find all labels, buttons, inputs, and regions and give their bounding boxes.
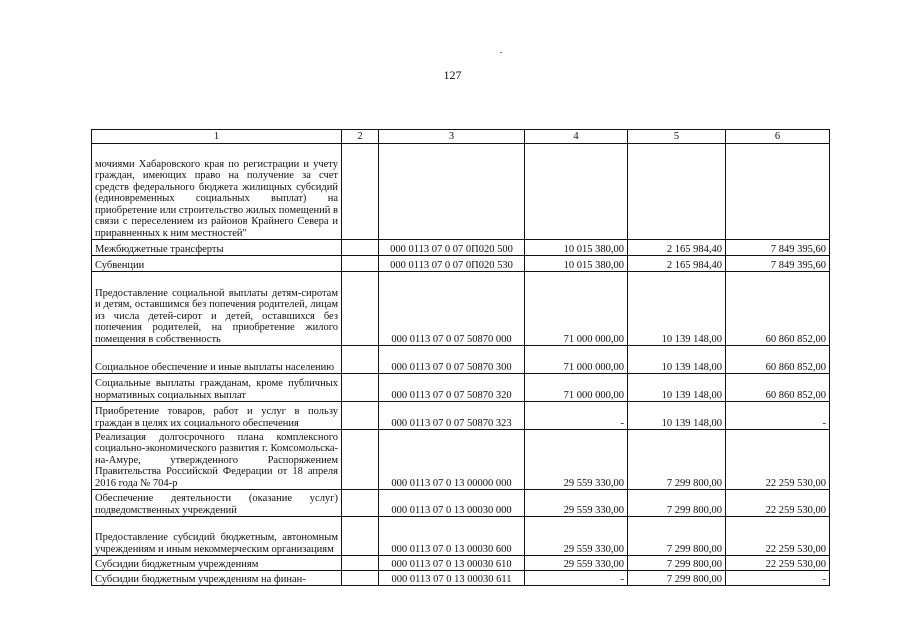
row-description: Реализация долгосрочного плана комплексного социально-экономического развития г. Комсомольска-на-Амуре, утвержденного Распоряжением Правительства Российской Федерации от 18 апреля 2016 года № 704-р <box>92 430 342 490</box>
row-description: Субвенции <box>92 256 342 272</box>
table-row <box>92 430 830 490</box>
row-code: 000 0113 07 0 07 0П020 500 <box>379 240 525 256</box>
row-remainder: 60 860 852,00 <box>726 346 830 374</box>
row-executed: 7 299 800,00 <box>628 517 726 556</box>
row-code: 000 0113 07 0 07 0П020 530 <box>379 256 525 272</box>
row-remainder: 7 849 395,60 <box>726 256 830 272</box>
row-col2 <box>342 402 379 430</box>
row-plan: 71 000 000,00 <box>525 346 628 374</box>
table-row <box>92 240 830 256</box>
row-description: Субсидии бюджетным учреждениям <box>92 556 342 571</box>
row-plan: 71 000 000,00 <box>525 374 628 402</box>
row-executed: 10 139 148,00 <box>628 346 726 374</box>
row-code: 000 0113 07 0 13 00030 000 <box>379 490 525 517</box>
row-remainder: 22 259 530,00 <box>726 430 830 490</box>
row-col2 <box>342 490 379 517</box>
row-col2 <box>342 430 379 490</box>
row-plan: 29 559 330,00 <box>525 490 628 517</box>
table-row <box>92 517 830 556</box>
table-row <box>92 144 830 240</box>
row-col2 <box>342 240 379 256</box>
scan-speck <box>500 52 502 53</box>
row-plan: 71 000 000,00 <box>525 272 628 346</box>
row-remainder <box>726 144 830 240</box>
table-row <box>92 490 830 517</box>
table-row <box>92 346 830 374</box>
row-col2 <box>342 556 379 571</box>
row-plan: 10 015 380,00 <box>525 240 628 256</box>
row-plan: 29 559 330,00 <box>525 556 628 571</box>
row-code: 000 0113 07 0 07 50870 323 <box>379 402 525 430</box>
row-code: 000 0113 07 0 07 50870 300 <box>379 346 525 374</box>
table-row <box>92 374 830 402</box>
header-col-3: 3 <box>379 130 525 144</box>
header-col-4: 4 <box>525 130 628 144</box>
header-col-5: 5 <box>628 130 726 144</box>
row-description: Предоставление социальной выплаты детям-сиротам и детям, оставшимся без попечения родителей, лицам из числа детей-сирот и детей, оставшихся без попечения родителей, на приобретение жилого помещения в собственность <box>92 272 342 346</box>
table-row <box>92 256 830 272</box>
table-row <box>92 402 830 430</box>
row-code: 000 0113 07 0 13 00000 000 <box>379 430 525 490</box>
row-code <box>379 144 525 240</box>
row-col2 <box>342 144 379 240</box>
row-remainder: - <box>726 402 830 430</box>
row-col2 <box>342 256 379 272</box>
row-plan <box>525 144 628 240</box>
row-code: 000 0113 07 0 13 00030 611 <box>379 571 525 586</box>
row-description: Социальное обеспечение и иные выплаты населению <box>92 346 342 374</box>
budget-table <box>91 129 830 586</box>
row-executed: 10 139 148,00 <box>628 402 726 430</box>
page-number: 127 <box>443 68 462 82</box>
row-plan: 10 015 380,00 <box>525 256 628 272</box>
table-row <box>92 272 830 346</box>
row-description: Предоставление субсидий бюджетным, автономным учреждениям и иным некоммерческим организациям <box>92 517 342 556</box>
row-code: 000 0113 07 0 13 00030 610 <box>379 556 525 571</box>
row-remainder: 60 860 852,00 <box>726 374 830 402</box>
row-col2 <box>342 374 379 402</box>
row-col2 <box>342 571 379 586</box>
row-executed: 7 299 800,00 <box>628 490 726 517</box>
row-remainder: 22 259 530,00 <box>726 490 830 517</box>
row-description: Обеспечение деятельности (оказание услуг) подведомственных учреждений <box>92 490 342 517</box>
row-executed: 2 165 984,40 <box>628 256 726 272</box>
header-col-6: 6 <box>726 130 830 144</box>
row-code: 000 0113 07 0 07 50870 320 <box>379 374 525 402</box>
row-remainder: 22 259 530,00 <box>726 517 830 556</box>
row-col2 <box>342 517 379 556</box>
row-description: мочиями Хабаровского края по регистрации и учету граждан, имеющих право на получение за счет средств федерального бюджета жилищных субсидий (единовременных социальных выплат) на приобретение или строительство жилых помещений в связи с переселением из районов Крайнего Севера и приравненных к ним местностей" <box>92 144 342 240</box>
row-remainder: 22 259 530,00 <box>726 556 830 571</box>
row-description: Межбюджетные трансферты <box>92 240 342 256</box>
row-remainder: - <box>726 571 830 586</box>
table-row <box>92 556 830 571</box>
row-executed: 7 299 800,00 <box>628 430 726 490</box>
header-row <box>92 130 830 144</box>
header-col-2: 2 <box>342 130 379 144</box>
row-code: 000 0113 07 0 13 00030 600 <box>379 517 525 556</box>
row-plan: - <box>525 402 628 430</box>
row-executed: 10 139 148,00 <box>628 272 726 346</box>
row-executed: 7 299 800,00 <box>628 571 726 586</box>
row-executed: 7 299 800,00 <box>628 556 726 571</box>
header-col-1: 1 <box>92 130 342 144</box>
row-remainder: 7 849 395,60 <box>726 240 830 256</box>
row-plan: 29 559 330,00 <box>525 517 628 556</box>
table-row <box>92 571 830 586</box>
row-code: 000 0113 07 0 07 50870 000 <box>379 272 525 346</box>
row-plan: - <box>525 571 628 586</box>
row-plan: 29 559 330,00 <box>525 430 628 490</box>
row-remainder: 60 860 852,00 <box>726 272 830 346</box>
row-col2 <box>342 346 379 374</box>
row-col2 <box>342 272 379 346</box>
row-executed: 10 139 148,00 <box>628 374 726 402</box>
row-description: Субсидии бюджетным учреждениям на финан- <box>92 571 342 586</box>
row-executed <box>628 144 726 240</box>
row-description: Приобретение товаров, работ и услуг в пользу граждан в целях их социального обеспечения <box>92 402 342 430</box>
row-executed: 2 165 984,40 <box>628 240 726 256</box>
row-description: Социальные выплаты гражданам, кроме публичных нормативных социальных выплат <box>92 374 342 402</box>
